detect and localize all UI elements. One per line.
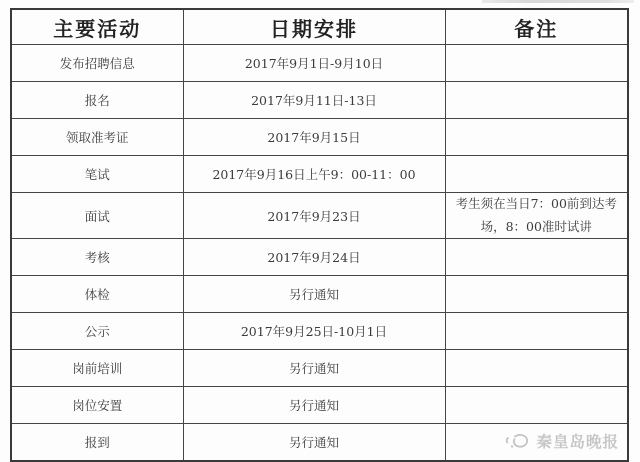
note-cell: [445, 156, 628, 193]
activity-cell: 岗前培训: [11, 350, 183, 387]
date-cell: 另行通知: [183, 424, 445, 462]
newspaper-logo-icon: [504, 431, 531, 453]
table-row: [11, 239, 628, 276]
date-cell: 2017年9月15日: [183, 119, 445, 156]
table-row: [11, 350, 628, 387]
activity-cell: 报到: [11, 424, 183, 462]
watermark-text: 秦皇岛晚报: [536, 432, 619, 452]
note-cell: [445, 45, 628, 82]
note-cell: [445, 387, 628, 424]
table-row: [11, 387, 628, 424]
recruitment-schedule-table: [10, 8, 629, 462]
activity-cell: 公示: [11, 313, 183, 350]
table-row: [11, 119, 628, 156]
table-row: [11, 313, 628, 350]
date-cell: 另行通知: [183, 387, 445, 424]
table-row: [11, 276, 628, 313]
note-cell: [445, 239, 628, 276]
activity-cell: 报名: [11, 82, 183, 119]
note-cell: [445, 82, 628, 119]
activity-cell: 考核: [11, 239, 183, 276]
table-row: [11, 193, 628, 239]
table-row: [11, 82, 628, 119]
header-date: 日期安排: [183, 9, 445, 45]
date-cell: 另行通知: [183, 276, 445, 313]
activity-cell: 笔试: [11, 156, 183, 193]
date-cell: 2017年9月16日上午9：00-11：00: [183, 156, 445, 193]
note-cell: [445, 424, 628, 462]
date-cell: 2017年9月1日-9月10日: [183, 45, 445, 82]
date-cell: 另行通知: [183, 350, 445, 387]
date-cell: 2017年9月23日: [183, 193, 445, 239]
header-row: [11, 9, 628, 45]
note-cell: 考生须在当日7：00前到达考场，8：00准时试讲: [445, 193, 628, 239]
activity-cell: 面试: [11, 193, 183, 239]
note-cell: [445, 350, 628, 387]
date-cell: 2017年9月11日-13日: [183, 82, 445, 119]
header-activity: 主要活动: [11, 9, 183, 45]
note-cell: [445, 276, 628, 313]
table-row: [11, 156, 628, 193]
table-row: [11, 424, 628, 462]
date-cell: 2017年9月24日: [183, 239, 445, 276]
activity-cell: 岗位安置: [11, 387, 183, 424]
activity-cell: 体检: [11, 276, 183, 313]
date-cell: 2017年9月25日-10月1日: [183, 313, 445, 350]
note-cell: [445, 119, 628, 156]
table-row: [11, 45, 628, 82]
activity-cell: 领取准考证: [11, 119, 183, 156]
activity-cell: 发布招聘信息: [11, 45, 183, 82]
cropped-artifact: [482, 0, 634, 3]
note-cell: [445, 313, 628, 350]
header-note: 备注: [445, 9, 628, 45]
